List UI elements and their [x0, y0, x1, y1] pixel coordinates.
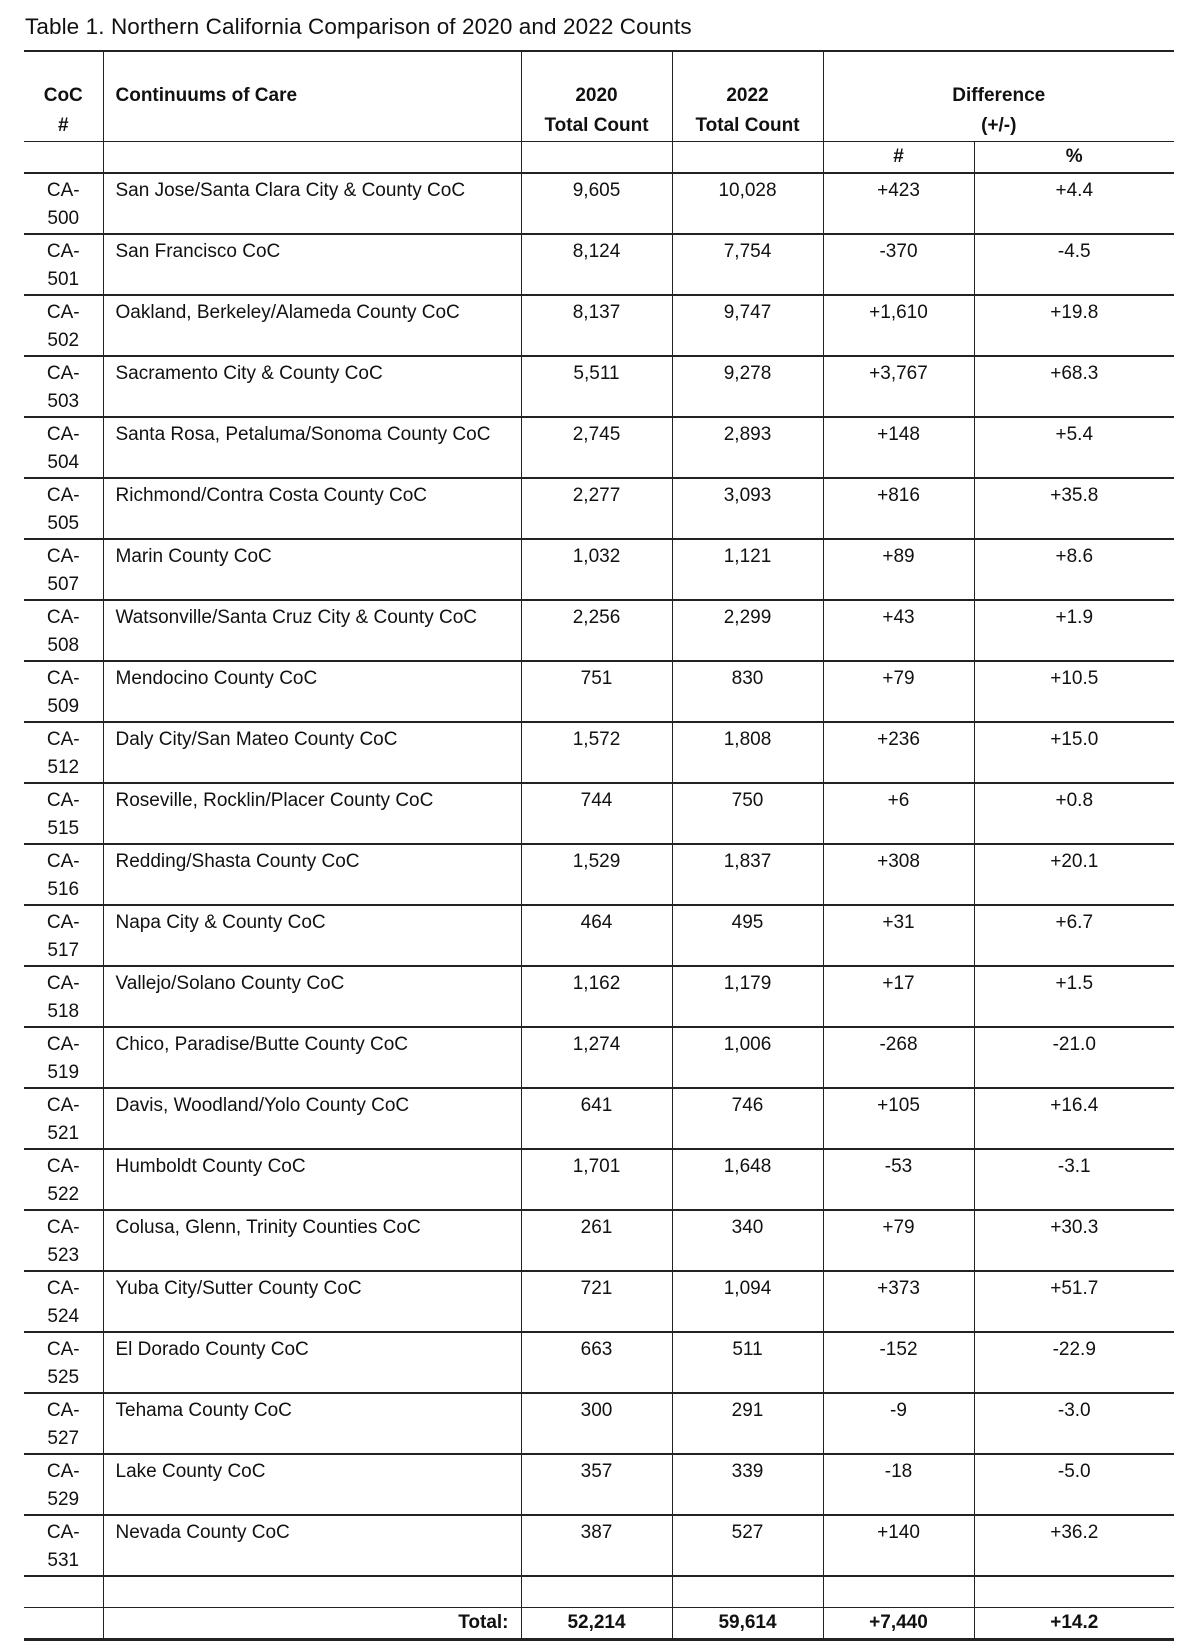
count-2022: 495 [672, 905, 823, 966]
count-2020: 464 [521, 905, 672, 966]
coc-id: CA- 518 [24, 966, 103, 1027]
table-row [24, 234, 1174, 295]
coc-id: CA- 529 [24, 1454, 103, 1515]
count-2020: 1,529 [521, 844, 672, 905]
header-blank-4 [672, 142, 823, 174]
diff-number: +140 [823, 1515, 974, 1576]
count-2022: 1,179 [672, 966, 823, 1027]
coc-id: CA- 531 [24, 1515, 103, 1576]
spacer-cell [24, 1576, 103, 1608]
coc-name: Watsonville/Santa Cruz City & County CoC [103, 600, 521, 661]
header-2022: 2022 Total Count [672, 51, 823, 142]
coc-name: Davis, Woodland/Yolo County CoC [103, 1088, 521, 1149]
count-2022: 750 [672, 783, 823, 844]
coc-id: CA- 512 [24, 722, 103, 783]
count-2022: 3,093 [672, 478, 823, 539]
count-2020: 8,124 [521, 234, 672, 295]
coc-id: CA- 522 [24, 1149, 103, 1210]
coc-id: CA- 519 [24, 1027, 103, 1088]
spacer-cell [823, 1576, 974, 1608]
diff-percent: +6.7 [974, 905, 1174, 966]
coc-name: San Francisco CoC [103, 234, 521, 295]
header-blank-3 [521, 142, 672, 174]
spacer-cell [103, 1576, 521, 1608]
coc-id: CA- 503 [24, 356, 103, 417]
coc-id: CA- 524 [24, 1271, 103, 1332]
coc-id: CA- 501 [24, 234, 103, 295]
coc-id: CA- 523 [24, 1210, 103, 1271]
diff-percent: +10.5 [974, 661, 1174, 722]
coc-name: Chico, Paradise/Butte County CoC [103, 1027, 521, 1088]
count-2022: 1,837 [672, 844, 823, 905]
header-difference: Difference (+/-) [823, 51, 1174, 142]
diff-percent: +36.2 [974, 1515, 1174, 1576]
coc-name: Richmond/Contra Costa County CoC [103, 478, 521, 539]
diff-number: -152 [823, 1332, 974, 1393]
header-coc: CoC # [24, 51, 103, 142]
coc-name: Oakland, Berkeley/Alameda County CoC [103, 295, 521, 356]
table-row [24, 661, 1174, 722]
coc-name: Marin County CoC [103, 539, 521, 600]
coc-id: CA- 516 [24, 844, 103, 905]
coc-id: CA- 525 [24, 1332, 103, 1393]
diff-percent: -3.0 [974, 1393, 1174, 1454]
header-diff-number: # [823, 142, 974, 174]
diff-percent: -4.5 [974, 234, 1174, 295]
count-2020: 5,511 [521, 356, 672, 417]
count-2020: 387 [521, 1515, 672, 1576]
diff-number: +79 [823, 1210, 974, 1271]
coc-id: CA- 507 [24, 539, 103, 600]
table-row [24, 1271, 1174, 1332]
diff-percent: +30.3 [974, 1210, 1174, 1271]
table-row [24, 1088, 1174, 1149]
diff-percent: -3.1 [974, 1149, 1174, 1210]
count-2020: 1,572 [521, 722, 672, 783]
table-row [24, 417, 1174, 478]
header-2020: 2020 Total Count [521, 51, 672, 142]
table-row [24, 966, 1174, 1027]
diff-percent: +68.3 [974, 356, 1174, 417]
diff-number: +148 [823, 417, 974, 478]
coc-name: Humboldt County CoC [103, 1149, 521, 1210]
diff-number: -9 [823, 1393, 974, 1454]
diff-number: -268 [823, 1027, 974, 1088]
diff-number: +816 [823, 478, 974, 539]
count-2020: 1,274 [521, 1027, 672, 1088]
diff-number: +105 [823, 1088, 974, 1149]
count-2022: 9,278 [672, 356, 823, 417]
count-2020: 721 [521, 1271, 672, 1332]
count-2022: 10,028 [672, 173, 823, 234]
count-2022: 2,299 [672, 600, 823, 661]
count-2020: 357 [521, 1454, 672, 1515]
diff-percent: -5.0 [974, 1454, 1174, 1515]
table-row [24, 1210, 1174, 1271]
count-2020: 9,605 [521, 173, 672, 234]
coc-name: Santa Rosa, Petaluma/Sonoma County CoC [103, 417, 521, 478]
counts-table [24, 50, 1174, 1641]
count-2022: 2,893 [672, 417, 823, 478]
diff-number: +6 [823, 783, 974, 844]
diff-percent: +19.8 [974, 295, 1174, 356]
total-label: Total: [103, 1608, 521, 1640]
total-row [24, 1608, 1174, 1640]
count-2020: 1,701 [521, 1149, 672, 1210]
table-row [24, 539, 1174, 600]
count-2020: 744 [521, 783, 672, 844]
table-row [24, 722, 1174, 783]
table-row [24, 844, 1174, 905]
coc-id: CA- 505 [24, 478, 103, 539]
coc-name: Redding/Shasta County CoC [103, 844, 521, 905]
coc-id: CA- 517 [24, 905, 103, 966]
table-row [24, 783, 1174, 844]
diff-number: +1,610 [823, 295, 974, 356]
count-2022: 340 [672, 1210, 823, 1271]
table-row [24, 905, 1174, 966]
count-2020: 8,137 [521, 295, 672, 356]
diff-percent: +16.4 [974, 1088, 1174, 1149]
coc-id: CA- 504 [24, 417, 103, 478]
table-row [24, 1454, 1174, 1515]
count-2022: 7,754 [672, 234, 823, 295]
diff-percent: +35.8 [974, 478, 1174, 539]
diff-number: +31 [823, 905, 974, 966]
count-2020: 2,256 [521, 600, 672, 661]
coc-name: Mendocino County CoC [103, 661, 521, 722]
diff-percent: +51.7 [974, 1271, 1174, 1332]
coc-id: CA- 515 [24, 783, 103, 844]
count-2022: 830 [672, 661, 823, 722]
total-diff: +7,440 [823, 1608, 974, 1640]
total-2022: 59,614 [672, 1608, 823, 1640]
diff-number: +43 [823, 600, 974, 661]
count-2020: 2,745 [521, 417, 672, 478]
diff-percent: +20.1 [974, 844, 1174, 905]
diff-number: +236 [823, 722, 974, 783]
coc-id: CA- 508 [24, 600, 103, 661]
coc-name: Colusa, Glenn, Trinity Counties CoC [103, 1210, 521, 1271]
diff-number: +79 [823, 661, 974, 722]
header-name: Continuums of Care [103, 51, 521, 142]
diff-number: +308 [823, 844, 974, 905]
coc-name: Tehama County CoC [103, 1393, 521, 1454]
table-title: Table 1. Northern California Comparison of 2020 and 2022 Counts [25, 14, 692, 39]
header-blank-1 [24, 142, 103, 174]
coc-name: Yuba City/Sutter County CoC [103, 1271, 521, 1332]
coc-name: El Dorado County CoC [103, 1332, 521, 1393]
coc-name: Daly City/San Mateo County CoC [103, 722, 521, 783]
diff-percent: -22.9 [974, 1332, 1174, 1393]
count-2022: 9,747 [672, 295, 823, 356]
count-2020: 751 [521, 661, 672, 722]
count-2022: 1,121 [672, 539, 823, 600]
diff-percent: +4.4 [974, 173, 1174, 234]
table-row [24, 295, 1174, 356]
table-row [24, 1149, 1174, 1210]
count-2020: 300 [521, 1393, 672, 1454]
table-row [24, 356, 1174, 417]
coc-name: Vallejo/Solano County CoC [103, 966, 521, 1027]
count-2020: 641 [521, 1088, 672, 1149]
diff-percent: +15.0 [974, 722, 1174, 783]
header-diff-percent: % [974, 142, 1174, 174]
coc-id: CA- 509 [24, 661, 103, 722]
table-row [24, 1332, 1174, 1393]
total-2020: 52,214 [521, 1608, 672, 1640]
spacer-row [24, 1576, 1174, 1608]
spacer-cell [974, 1576, 1174, 1608]
diff-number: -53 [823, 1149, 974, 1210]
count-2022: 1,648 [672, 1149, 823, 1210]
count-2022: 1,094 [672, 1271, 823, 1332]
count-2022: 1,808 [672, 722, 823, 783]
diff-percent: +0.8 [974, 783, 1174, 844]
diff-number: -370 [823, 234, 974, 295]
diff-number: +423 [823, 173, 974, 234]
coc-name: Sacramento City & County CoC [103, 356, 521, 417]
count-2022: 511 [672, 1332, 823, 1393]
coc-id: CA- 500 [24, 173, 103, 234]
table-row [24, 173, 1174, 234]
table-row [24, 600, 1174, 661]
coc-id: CA- 502 [24, 295, 103, 356]
spacer-cell [521, 1576, 672, 1608]
diff-percent: +8.6 [974, 539, 1174, 600]
coc-name: Nevada County CoC [103, 1515, 521, 1576]
count-2022: 1,006 [672, 1027, 823, 1088]
count-2020: 2,277 [521, 478, 672, 539]
total-pct: +14.2 [974, 1608, 1174, 1640]
diff-number: +373 [823, 1271, 974, 1332]
count-2020: 663 [521, 1332, 672, 1393]
diff-number: +89 [823, 539, 974, 600]
spacer-cell [672, 1576, 823, 1608]
diff-percent: +1.9 [974, 600, 1174, 661]
count-2022: 746 [672, 1088, 823, 1149]
table-row [24, 478, 1174, 539]
diff-percent: -21.0 [974, 1027, 1174, 1088]
diff-percent: +5.4 [974, 417, 1174, 478]
coc-name: San Jose/Santa Clara City & County CoC [103, 173, 521, 234]
header-blank-2 [103, 142, 521, 174]
count-2020: 1,162 [521, 966, 672, 1027]
count-2020: 1,032 [521, 539, 672, 600]
table-row [24, 1393, 1174, 1454]
count-2022: 339 [672, 1454, 823, 1515]
diff-number: +17 [823, 966, 974, 1027]
count-2022: 291 [672, 1393, 823, 1454]
coc-name: Roseville, Rocklin/Placer County CoC [103, 783, 521, 844]
diff-percent: +1.5 [974, 966, 1174, 1027]
total-blank [24, 1608, 103, 1640]
diff-number: +3,767 [823, 356, 974, 417]
coc-name: Napa City & County CoC [103, 905, 521, 966]
count-2020: 261 [521, 1210, 672, 1271]
table-row [24, 1027, 1174, 1088]
coc-id: CA- 521 [24, 1088, 103, 1149]
table-row [24, 1515, 1174, 1576]
diff-number: -18 [823, 1454, 974, 1515]
coc-id: CA- 527 [24, 1393, 103, 1454]
coc-name: Lake County CoC [103, 1454, 521, 1515]
count-2022: 527 [672, 1515, 823, 1576]
